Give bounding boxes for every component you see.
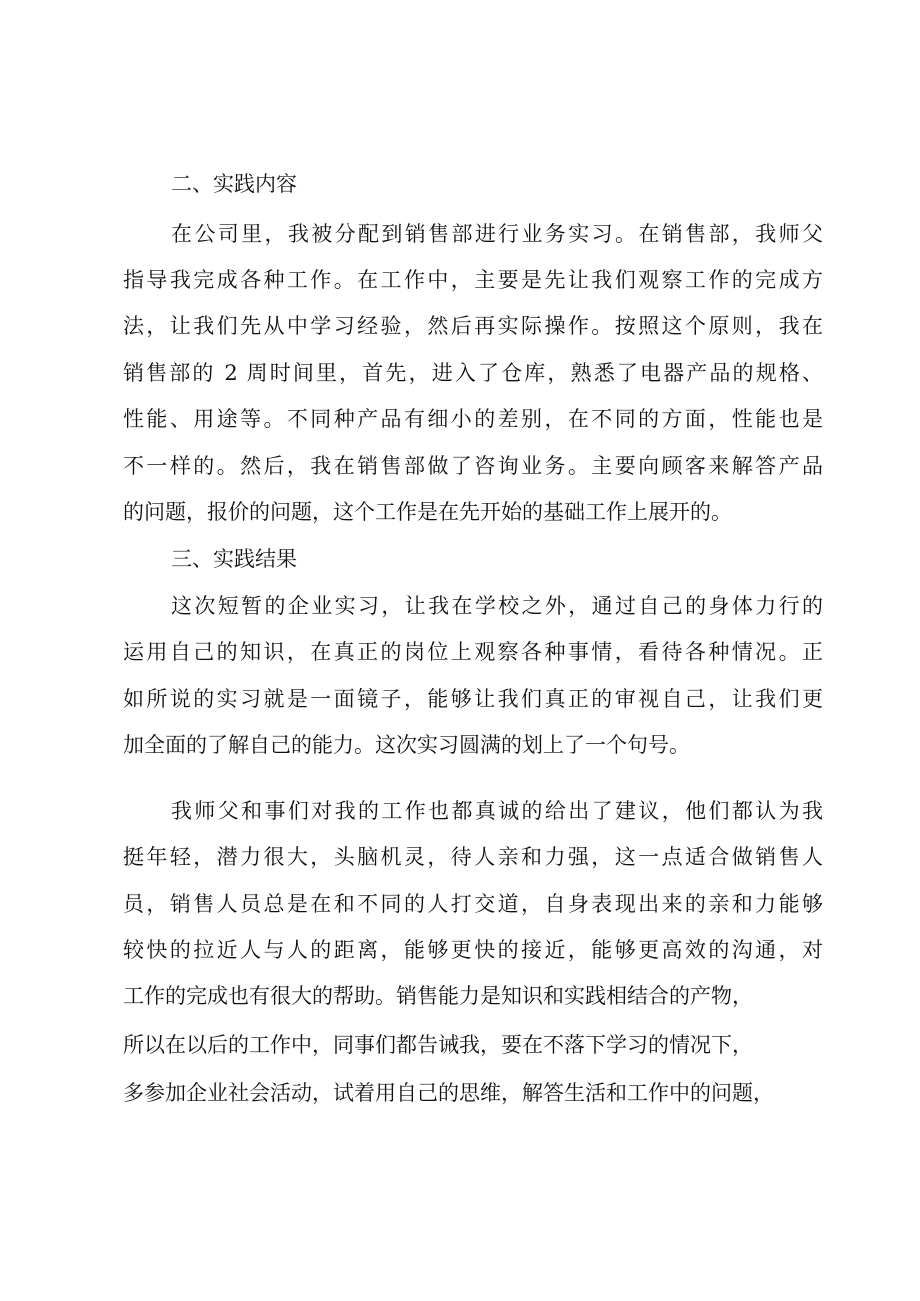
paragraph-line: 员，销售人员总是在和不同的人打交道，自身表现出来的亲和力能够 bbox=[123, 892, 823, 916]
paragraph-line: 的问题，报价的问题，这个工作是在先开始的基础工作上展开的。 bbox=[123, 500, 732, 524]
paragraph-line: 工作的完成也有很大的帮助。销售能力是知识和实践相结合的产物， bbox=[123, 984, 753, 1008]
paragraph-line: 这次短暂的企业实习，让我在学校之外，通过自己的身体力行的 bbox=[171, 594, 823, 618]
paragraph-line: 较快的拉近人与人的距离，能够更快的接近，能够更高效的沟通，对 bbox=[123, 938, 823, 962]
paragraph-line: 指导我完成各种工作。在工作中，主要是先让我们观察工作的完成方 bbox=[123, 268, 823, 292]
paragraph-line: 销售部的 2 周时间里，首先，进入了仓库，熟悉了电器产品的规格、 bbox=[123, 361, 823, 385]
section-heading-practice-content: 二、实践内容 bbox=[171, 172, 297, 196]
paragraph-line: 运用自己的知识，在真正的岗位上观察各种事情，看待各种情况。正 bbox=[123, 640, 823, 664]
paragraph-line: 挺年轻，潜力很大，头脑机灵，待人亲和力强，这一点适合做销售人 bbox=[123, 845, 823, 869]
paragraph-line: 法，让我们先从中学习经验，然后再实际操作。按照这个原则，我在 bbox=[123, 314, 823, 338]
paragraph-line: 在公司里，我被分配到销售部进行业务实习。在销售部，我师父 bbox=[171, 222, 823, 246]
paragraph-line: 所以在以后的工作中，同事们都告诫我，要在不落下学习的情况下， bbox=[123, 1033, 753, 1057]
paragraph-line: 我师父和事们对我的工作也都真诚的给出了建议，他们都认为我 bbox=[171, 799, 823, 823]
paragraph-line: 加全面的了解自己的能力。这次实习圆满的划上了一个句号。 bbox=[123, 733, 690, 757]
paragraph-line: 如所说的实习就是一面镜子，能够让我们真正的审视自己，让我们更 bbox=[123, 687, 823, 711]
paragraph-line: 不一样的。然后，我在销售部做了咨询业务。主要向顾客来解答产品 bbox=[123, 454, 823, 478]
paragraph-line: 多参加企业社会活动，试着用自己的思维，解答生活和工作中的问题， bbox=[123, 1081, 774, 1105]
section-heading-practice-results: 三、实践结果 bbox=[171, 547, 297, 571]
paragraph-line: 性能、用途等。不同种产品有细小的差别，在不同的方面，性能也是 bbox=[123, 407, 823, 431]
